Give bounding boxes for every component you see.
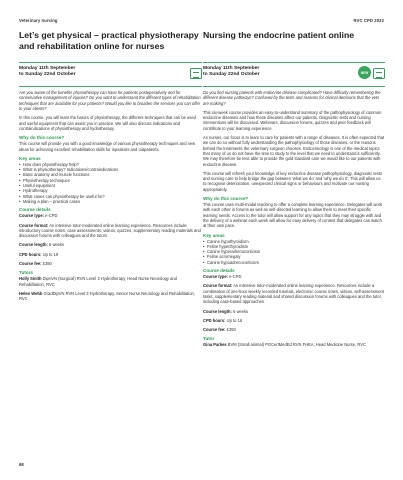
course-fee-value: £350 [41, 261, 52, 267]
section-header: Veterinary nursing [19, 18, 58, 23]
list-item: • Feline acromegaly [203, 254, 385, 259]
cpd-hours-value: Up to 16 [225, 317, 243, 323]
intro-text: Are you aware of the benefits physiotherapy can have for patients postoperatively and for conservative management of injuries? Do you want to understand the different types of rehabilitation techniques that are available for your patients? Would you like to broaden the services you can offer to your clients? [19, 90, 201, 112]
list-item: • Basic anatomy and muscle functions [19, 172, 202, 177]
cpd-hours-value: Up to 19 [41, 251, 59, 257]
new-badge: NEW [358, 66, 371, 79]
course-dates [19, 63, 202, 86]
tutor-name: Gina Parkes [203, 342, 227, 348]
list-item: • How does physiotherapy help? [19, 162, 202, 167]
course-fee [203, 327, 385, 332]
page-number: 68 [19, 462, 24, 467]
course-endocrine [203, 30, 385, 352]
list-item: • Useful equipment [19, 183, 202, 188]
list-item: • Canine hyperadrenocorticism [203, 249, 385, 254]
course-length [203, 309, 385, 314]
intro-text: Do you find nursing patients with endocrine disease complicated? Have difficulty remembering the different disease pathways? Confused by the tests and reasons for clinical decisions that the vets are making? [203, 90, 381, 106]
list-item: • Canine hypothyroidism [203, 239, 385, 244]
brand-header: RVC CPD 2022 [353, 18, 384, 23]
course-length-value: 6 weeks [231, 308, 249, 314]
tutor-entry [19, 276, 202, 287]
list-item: • Canine hypoadrenocorticism [203, 260, 385, 265]
date-end: to Sunday 22nd October [19, 72, 76, 78]
cpd-hours-label: CPD hours: [19, 251, 42, 257]
course-length-label: Course length: [19, 242, 48, 248]
date-end: to Sunday 22nd October [203, 72, 260, 77]
cpd-hours [19, 252, 202, 257]
tutor-name: Holly Smith [19, 276, 42, 282]
course-type [19, 213, 202, 218]
tutor-entry [203, 342, 385, 347]
course-length-label: Course length: [203, 308, 232, 314]
description-text: This six-week course provides an easy-to-understand summary of the pathophysiology of common endocrine diseases and how these diseases affect our patients. Diagnostic tests and nursing interventions will be discussed. Webinars, discussion forums, quizzes and peer feedback will contribute to your learning experience. [203, 109, 382, 131]
course-title: Let’s get physical – practical physiotherapy and rehabilitation online for nurses [19, 30, 199, 51]
divider [19, 86, 202, 87]
course-details-heading: Course details [203, 268, 235, 274]
tutor-credentials: BVM (Small animal) PGCertMedEd RVN FHEA, Head Medicine Nurse, RVC [226, 342, 366, 348]
list-item: • What is physiotherapy? Indications/contraindications [19, 167, 202, 172]
course-length-value: 6 weeks [47, 242, 65, 248]
tutor-entry [19, 291, 202, 302]
key-areas-list [203, 239, 385, 265]
course-type-label: Course type: [19, 213, 45, 219]
course-format [19, 223, 202, 239]
list-item: • Physiotherapy techniques [19, 178, 202, 183]
date-start: Monday 11th September [203, 66, 260, 71]
tutors-heading: Tutors [19, 270, 33, 276]
course-format-value: An intensive tutor-moderated online learning experience. Resources include introductory course notes, case assessments, videos, quizzes, supplementary reading materials and discussion forums with colleagues and the tutors [19, 222, 201, 239]
list-item: • Making a plan – practical cases [19, 199, 202, 204]
list-item: • Hydrotherapy [19, 188, 202, 193]
why-heading: Why do this course? [203, 196, 249, 202]
description-text: As nurses, our focus is to learn to care for patients with a range of diseases. It is often expected that we can do so without fully understanding the pathophysiology of those diseases, or the reasons behind the treatments the veterinary surgeon chooses. Endocrinology is one of the medical topics that many of us do not have the time to study to the level that we need to understand it sufficiently. We may therefore be less able to provide the gold standard care we would like to our patients with endocrine disease. [203, 135, 385, 167]
tutor-name: Helen Webb [19, 290, 43, 296]
course-type [203, 274, 385, 279]
key-areas-heading: Key areas [19, 155, 41, 161]
list-item: • Feline hyperthyroidism [203, 244, 385, 249]
course-physiotherapy [19, 30, 202, 306]
cpd-hours-label: CPD hours: [203, 317, 226, 323]
description-text: In this course, you will learn the basics of physiotherapy, the different techniques that can be used and useful equipment that can assist you in practice. We will also discuss indications and contraindications of physiotherapy and hydrotherapy. [19, 115, 196, 131]
why-heading: Why do this course? [19, 135, 65, 141]
course-type-label: Course type: [203, 274, 229, 280]
divider [203, 86, 385, 87]
course-fee-label: Course fee: [19, 261, 42, 267]
course-fee [19, 261, 202, 266]
why-text: This course uses multi-modal teaching to offer a complete learning experience. Delegates will work with each other in forums as well as self-directed learning to allow them to meet their specific learning needs. Access to the tutor will allow support for any topics that they may struggle with and the delivery of a webinar each week will allow for easy delivery of content that delegates can watch at their own pace. [203, 202, 382, 229]
date-start: Monday 11th September [19, 66, 76, 72]
course-dates [203, 63, 385, 86]
course-format [203, 283, 385, 304]
course-title: Nursing the endocrine patient online [203, 30, 355, 40]
why-text: This course will provide you with a good knowledge of various physiotherapy techniques and new ideas for achieving excellent rehabilitation skills for inpatients and outpatients. [19, 141, 196, 152]
list-item: • What cases can physiotherapy be useful for? [19, 194, 202, 199]
tutor-heading: Tutor [203, 336, 215, 342]
key-areas-list [19, 162, 202, 204]
tutor-credentials: DipAVN (Surgical) RVN Level 3 Hydrotherapy, Head Nurse Neurology and Rehabilitation, RVC [19, 276, 177, 287]
calendar-icon [190, 68, 202, 79]
course-details-heading: Course details [19, 207, 51, 213]
course-format-label: Course format: [203, 283, 233, 289]
description-text: This course will refresh your knowledge of key endocrine disease pathophysiology, diagnostic tests and nursing care to help bridge the gap between ‘what we do’ and ‘why we do it’. This will allow us to recognise deterioration, unexpected clinical signs or behaviours and motivate our nursing appropriately. [203, 170, 383, 192]
course-fee-label: Course fee: [203, 327, 226, 333]
course-length [19, 242, 202, 247]
course-type-value: e-CPD [228, 274, 242, 280]
course-fee-value: £350 [225, 327, 236, 333]
calendar-icon [373, 68, 385, 79]
course-format-label: Course format: [19, 222, 49, 228]
course-type-value: e-CPD [44, 213, 58, 219]
key-areas-heading: Key areas [203, 232, 225, 238]
course-format-value: An intensive tutor-moderated online learning experience. Resources include a combination of one-hour weekly recorded tutorials, electronic course notes, videos, self-assessment tasks, supplementary reading material and shared discussion forums with colleagues and the tutor, including case-based approaches [203, 283, 384, 305]
cpd-hours [203, 318, 385, 323]
tutor-credentials: GradDipVN RVN Level 3 Hydrotherapy, Senior Nurse Neurology and Rehabilitation, RVC [19, 290, 195, 302]
